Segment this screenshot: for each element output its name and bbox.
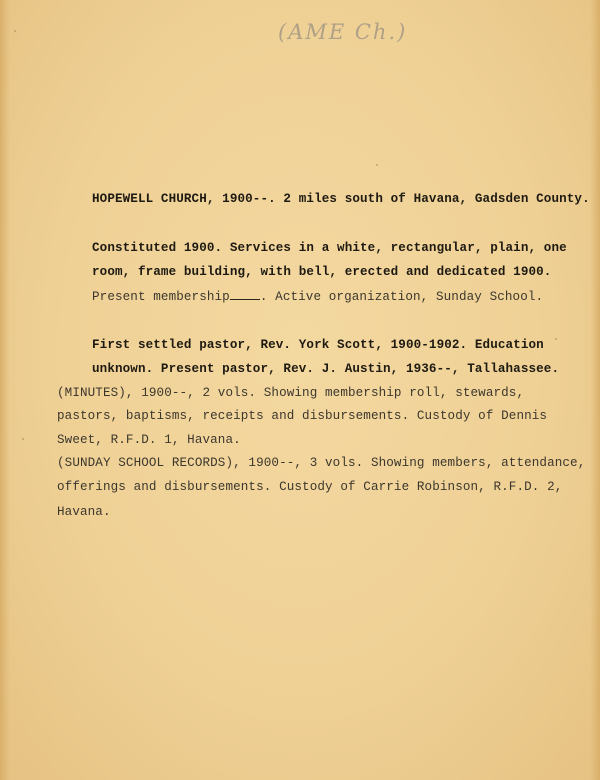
paper-speck: [555, 338, 557, 340]
paragraph-line: First settled pastor, Rev. York Scott, 1900-1902. Education: [92, 338, 544, 352]
paragraph-line: room, frame building, with bell, erected and dedicated 1900.: [92, 265, 552, 279]
paper-speck: [14, 30, 16, 32]
record-line: Sweet, R.F.D. 1, Havana.: [57, 433, 241, 447]
membership-line: [92, 289, 543, 304]
record-line: (MINUTES), 1900--, 2 vols. Showing membership roll, stewards,: [57, 386, 525, 400]
handwritten-annotation: (AME Ch.): [278, 20, 408, 44]
membership-rest: . Active organization, Sunday School.: [259, 290, 544, 304]
entry-title-line: HOPEWELL CHURCH, 1900--. 2 miles south of Havana, Gadsden County.: [92, 192, 590, 206]
paragraph-line: unknown. Present pastor, Rev. J. Austin, 1936--, Tallahassee.: [92, 362, 560, 376]
record-line: offerings and disbursements. Custody of Carrie Robinson, R.F.D. 2,: [57, 480, 563, 494]
paragraph-line: Constituted 1900. Services in a white, rectangular, plain, one: [92, 241, 567, 255]
membership-blank: [230, 289, 260, 300]
paper-edge-left: [0, 0, 10, 780]
paper-speck: [376, 164, 378, 166]
paper-edge-right: [590, 0, 600, 780]
record-line: (SUNDAY SCHOOL RECORDS), 1900--, 3 vols. Showing members, attendance,: [57, 456, 586, 470]
record-line: pastors, baptisms, receipts and disbursements. Custody of Dennis: [57, 409, 548, 423]
membership-label: Present membership: [92, 290, 230, 304]
paper-speck: [22, 438, 24, 440]
record-line: Havana.: [57, 505, 111, 519]
